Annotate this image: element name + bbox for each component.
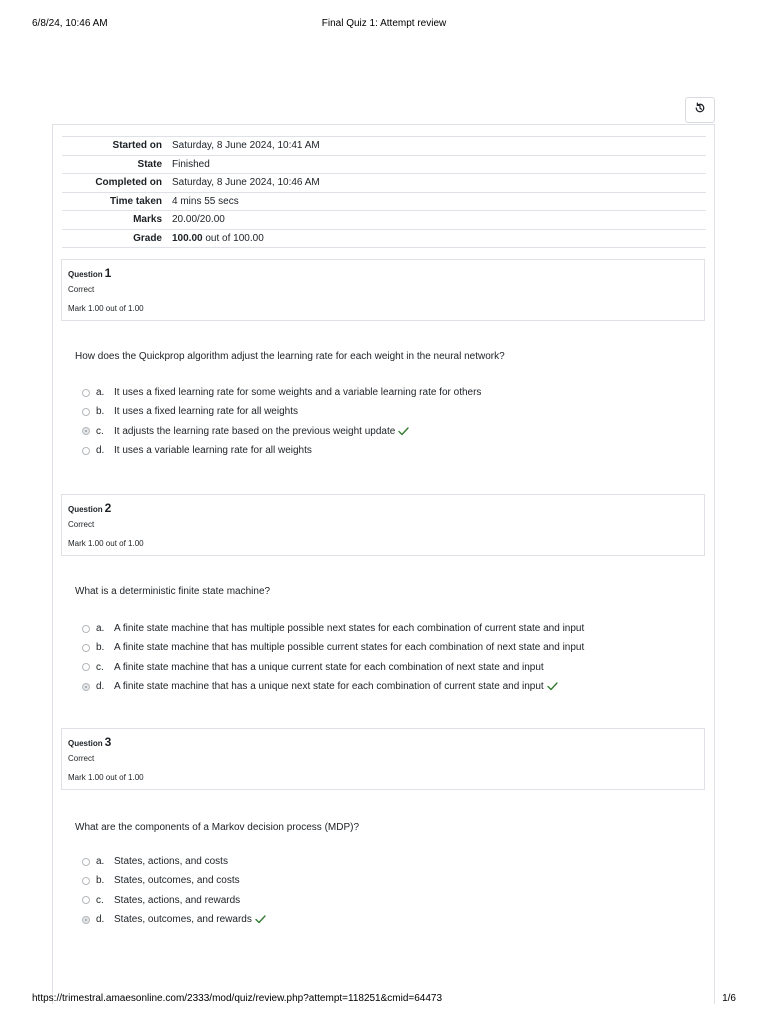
answer-radio[interactable] xyxy=(82,427,90,435)
answer-option[interactable] xyxy=(80,910,700,929)
answer-text: States, outcomes, and costs xyxy=(114,875,240,887)
summary-row-time xyxy=(62,192,706,211)
answer-radio[interactable] xyxy=(82,916,90,924)
answer-text: It adjusts the learning rate based on the previous weight update xyxy=(114,425,396,437)
answer-option[interactable] xyxy=(80,638,700,657)
answer-letter: b. xyxy=(96,406,105,418)
answer-radio[interactable] xyxy=(82,877,90,885)
answer-list-1 xyxy=(80,383,700,460)
answer-letter: c. xyxy=(96,425,104,437)
answer-radio[interactable] xyxy=(82,663,90,671)
answer-text: It uses a variable learning rate for all weights xyxy=(114,445,312,457)
answer-text: A finite state machine that has a unique next state for each combination of current state and input xyxy=(114,681,544,693)
answer-letter: a. xyxy=(96,387,105,399)
answer-text: It uses a fixed learning rate for all weights xyxy=(114,406,298,418)
answer-letter: d. xyxy=(96,445,105,457)
check-icon xyxy=(398,427,409,436)
question-text-1: How does the Quickprop algorithm adjust the learning rate for each weight in the neural network? xyxy=(75,351,505,362)
answer-letter: b. xyxy=(96,875,105,887)
summary-value: 20.00/20.00 xyxy=(172,214,225,226)
answer-option[interactable] xyxy=(80,441,700,460)
answer-radio[interactable] xyxy=(82,896,90,904)
answer-option[interactable] xyxy=(80,852,700,871)
answer-text: States, outcomes, and rewards xyxy=(114,914,252,926)
answer-text: A finite state machine that has multiple possible current states for each combination of next state and input xyxy=(114,642,585,654)
answer-option[interactable] xyxy=(80,677,700,696)
summary-value: Finished xyxy=(172,158,210,170)
answer-radio[interactable] xyxy=(82,644,90,652)
answer-option[interactable] xyxy=(80,619,700,638)
question-info-2 xyxy=(61,494,705,556)
question-grade: Mark 1.00 out of 1.00 xyxy=(68,773,144,782)
answer-radio[interactable] xyxy=(82,625,90,633)
attempt-summary-table xyxy=(62,136,706,248)
answer-text: It uses a fixed learning rate for some weights and a variable learning rate for others xyxy=(114,387,482,399)
summary-label: Completed on xyxy=(95,177,162,189)
print-page-number: 1/6 xyxy=(722,993,736,1004)
question-number: Question 3 xyxy=(68,735,112,749)
answer-radio[interactable] xyxy=(82,389,90,397)
summary-value: Saturday, 8 June 2024, 10:46 AM xyxy=(172,177,320,189)
print-url: https://trimestral.amaesonline.com/2333/mod/quiz/review.php?attempt=118251&cmid=64473 xyxy=(32,993,443,1004)
answer-option[interactable] xyxy=(80,658,700,677)
print-title: Final Quiz 1: Attempt review xyxy=(321,18,447,29)
grade-suffix: out of 100.00 xyxy=(202,232,264,244)
answer-list-2 xyxy=(80,619,700,696)
answer-list-3 xyxy=(80,852,700,929)
summary-value xyxy=(168,229,706,248)
check-icon xyxy=(255,915,266,924)
answer-letter: a. xyxy=(96,623,105,635)
answer-radio[interactable] xyxy=(82,447,90,455)
question-number: Question 1 xyxy=(68,266,112,280)
summary-label: Marks xyxy=(133,214,162,226)
question-state: Correct xyxy=(68,520,95,529)
answer-letter: c. xyxy=(96,661,104,673)
summary-label: State xyxy=(137,158,162,170)
answer-letter: a. xyxy=(96,856,105,868)
question-info-3 xyxy=(61,728,705,790)
question-grade: Mark 1.00 out of 1.00 xyxy=(68,539,144,548)
answer-text: A finite state machine that has multiple possible next states for each combination of current state and input xyxy=(114,623,585,635)
answer-option[interactable] xyxy=(80,871,700,890)
summary-value: Saturday, 8 June 2024, 10:41 AM xyxy=(172,140,320,152)
answer-text: States, actions, and rewards xyxy=(114,894,241,906)
print-datetime: 6/8/24, 10:46 AM xyxy=(32,18,108,29)
question-text-2: What is a deterministic finite state machine? xyxy=(75,586,271,597)
summary-row-marks xyxy=(62,211,706,230)
summary-row-started xyxy=(62,137,706,156)
question-info-1 xyxy=(61,259,705,321)
grade-value: 100.00 xyxy=(172,232,203,244)
answer-option[interactable] xyxy=(80,422,700,441)
question-grade: Mark 1.00 out of 1.00 xyxy=(68,304,144,313)
summary-label: Started on xyxy=(112,140,162,152)
summary-label: Time taken xyxy=(109,195,162,207)
answer-option[interactable] xyxy=(80,383,700,402)
summary-label: Grade xyxy=(133,232,162,244)
answer-radio[interactable] xyxy=(82,683,90,691)
answer-text: States, actions, and costs xyxy=(114,856,228,868)
history-icon xyxy=(694,101,706,119)
check-icon xyxy=(547,682,558,691)
review-history-button[interactable] xyxy=(685,97,715,123)
question-state: Correct xyxy=(68,754,95,763)
answer-letter: b. xyxy=(96,642,105,654)
answer-radio[interactable] xyxy=(82,408,90,416)
summary-row-state xyxy=(62,155,706,174)
answer-option[interactable] xyxy=(80,891,700,910)
answer-radio[interactable] xyxy=(82,858,90,866)
answer-letter: d. xyxy=(96,681,105,693)
answer-text: A finite state machine that has a unique current state for each combination of next state and input xyxy=(114,661,544,673)
answer-option[interactable] xyxy=(80,402,700,421)
question-text-3: What are the components of a Markov decision process (MDP)? xyxy=(75,822,360,833)
answer-letter: d. xyxy=(96,914,105,926)
answer-letter: c. xyxy=(96,894,104,906)
question-number: Question 2 xyxy=(68,501,112,515)
summary-row-completed xyxy=(62,174,706,193)
summary-row-grade xyxy=(62,229,706,248)
question-state: Correct xyxy=(68,285,95,294)
summary-value: 4 mins 55 secs xyxy=(172,195,239,207)
